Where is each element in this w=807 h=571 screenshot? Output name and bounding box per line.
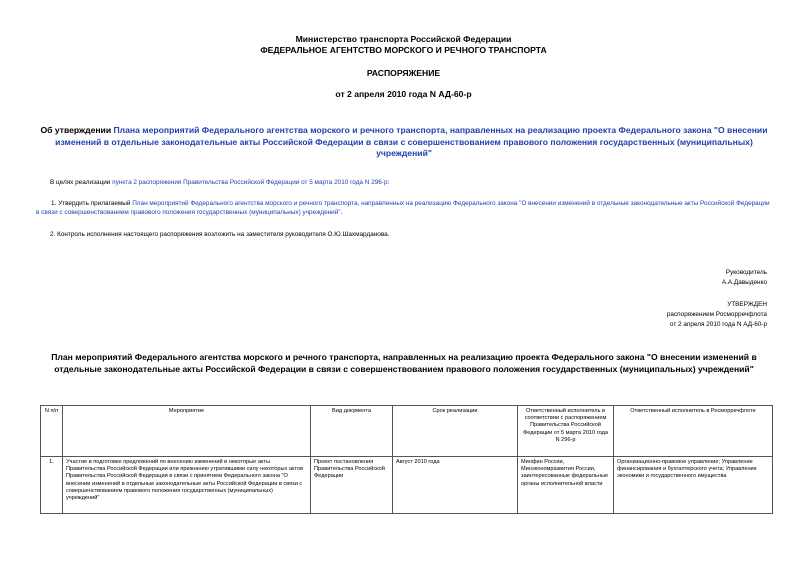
intro-suffix: : [387, 179, 390, 186]
paragraph-2: 2. Контроль исполнения настоящего распоряжения возложить на заместителя руководителя О.Ю.Шахмарданова. [50, 231, 390, 238]
cell-responsible-agency: Организационно-правовое управление; Управление финансирования и бухгалтерского учета; Управление экономики и государственного имущества [614, 457, 773, 514]
intro-prefix: В целях реализации [50, 179, 113, 186]
signature-block [722, 268, 767, 288]
table-header-row [41, 406, 773, 457]
agency-name: ФЕДЕРАЛЬНОЕ АГЕНТСТВО МОРСКОГО И РЕЧНОГО ТРАНСПОРТА [260, 45, 547, 55]
approval-line-3: от 2 апреля 2010 года N АД-60-р [669, 321, 767, 328]
plan-table [40, 405, 773, 514]
plan-title: План мероприятий Федерального агентства морского и речного транспорта, направленных на реализацию проекта Федерального закона "О внесении изменений в отдельные законодательные акты Российской Федерации в связи с совершенствованием правового положения государственных (муниципальных) учреждений" [51, 352, 757, 374]
cell-doc-type: Проект постановления Правительства Российской Федерации [311, 457, 393, 514]
intro-paragraph [50, 178, 770, 187]
table-row [41, 457, 773, 514]
ministry-name: Министерство транспорта Российской Федерации [295, 34, 512, 44]
header-doc-type: Вид документа [311, 406, 393, 457]
intro-decree-link[interactable]: пункта 2 распоряжения Правительства Российской Федерации от 5 марта 2010 года N 296-р [112, 179, 388, 186]
approval-stamp [667, 300, 767, 330]
subject-plan-link[interactable]: Плана мероприятий Федерального агентства морского и речного транспорта, направленных на реализацию проекта Федерального закона "О внесении изменений в отдельные законодательные акты Российской Федерации в связи с совершенствованием правового положения государственных (муниципальных) учреждений" [55, 125, 768, 158]
cell-num: 1. [41, 457, 63, 514]
header-term: Срок реализации [393, 406, 518, 457]
cell-responsible-decree: Минфин России, Минэкономразвития России, заинтересованные федеральные органы исполнительной власти [518, 457, 614, 514]
paragraph-1 [36, 199, 770, 217]
signature-name: А.А.Давыденко [721, 279, 767, 286]
order-type: РАСПОРЯЖЕНИЕ [366, 68, 441, 78]
order-subject [40, 125, 768, 160]
cell-term: Август 2010 года [393, 457, 518, 514]
order-date: от 2 апреля 2010 года N АД-60-р [335, 89, 472, 99]
header-num: N п/п [41, 406, 63, 457]
header-activity: Мероприятие [63, 406, 311, 457]
subject-lead: Об утверждении [40, 125, 114, 135]
header-responsible-decree: Ответственный исполнитель в соответствии с распоряжением Правительства Российской Федерации от 5 марта 2010 года N 296-р [518, 406, 614, 457]
p1-suffix: . [340, 209, 343, 216]
approval-line-2: распоряжением Росморречфлота [666, 311, 767, 318]
cell-activity: Участие в подготовке предложений по внесению изменений в некоторые акты Правительства Российской Федерации или признанию утратившими силу некоторых актов Правительства Российской Федерации в связи с принятием Федерального закона "О внесении изменений в отдельные законодательные акты Российской Федерации в связи с совершенствованием правового положения государственных (муниципальных) учреждений" [63, 457, 311, 514]
p1-prefix: 1. Утвердить прилагаемый [51, 200, 133, 207]
approval-line-1: УТВЕРЖДЕН [727, 301, 767, 308]
signature-position: Руководитель [725, 269, 767, 276]
p1-plan-link[interactable]: План мероприятий Федерального агентства морского и речного транспорта, направленных на реализацию Федерального закона "О внесении изменений в отдельные законодательные акты Российской Федерации в связи с совершенствованием правового положения государственных (муниципальных) учреждений" [36, 200, 770, 216]
header-responsible-agency: Ответственный исполнитель в Росморречфлоте [614, 406, 773, 457]
